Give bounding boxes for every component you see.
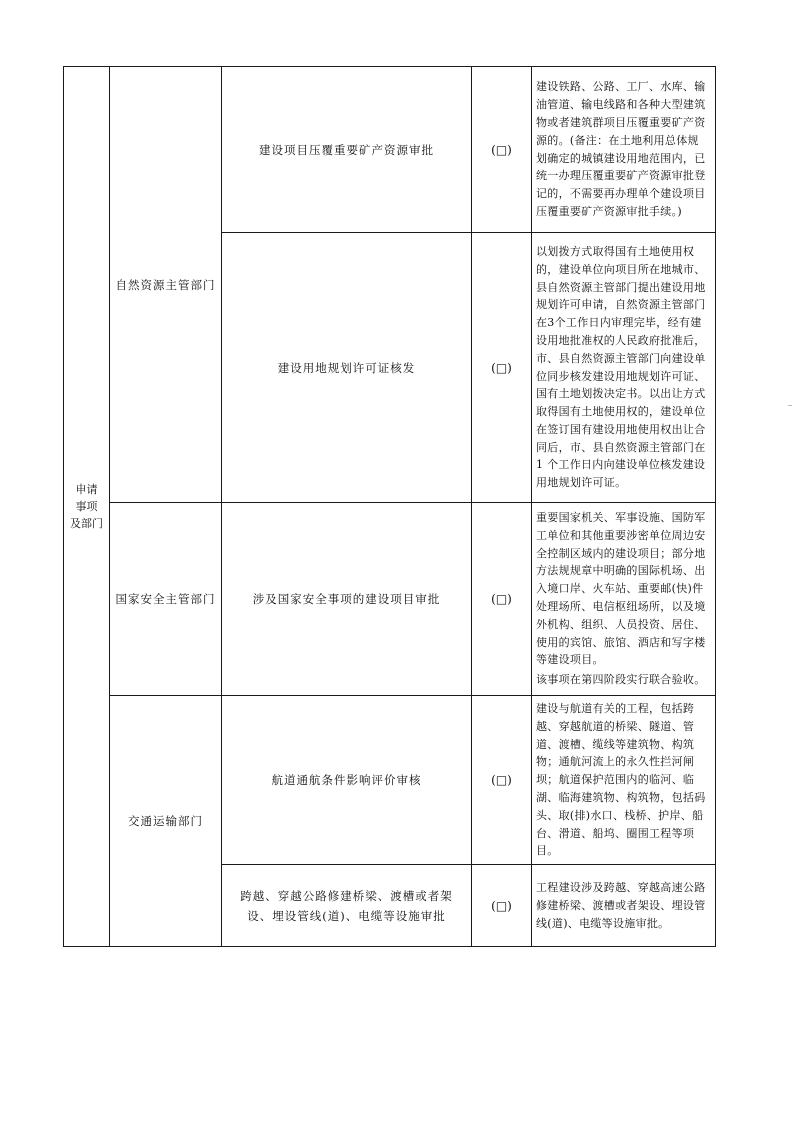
- checkbox-mark[interactable]: (□): [472, 67, 532, 233]
- item-name-cell: [222, 696, 472, 865]
- description-text: 重要国家机关、军事设施、国防军工单位和其他重要涉密单位周边安全控制区域内的建设项目；部分地方法规规章中明确的国际机场、出入境口岸、火车站、重要邮(快)件处理场所、电信枢纽场所，以及境外机构、组织、人员投资、居住、使用的宾馆、旅馆、酒店和写字楼等建设项目。: [536, 511, 706, 667]
- description-text: 建设与航道有关的工程，包括跨越、穿越航道的桥梁、隧道、管道、渡槽、缆线等建筑物、构筑物；通航河流上的永久性拦河闸坝；航道保护范围内的临河、临湖、临海建筑物、构筑物，包括码头、取(排)水口、栈桥、护岸、船台、滑道、船坞、圈围工程等项目。: [536, 702, 706, 858]
- item-description: [532, 233, 716, 503]
- item-description: [532, 503, 716, 696]
- application-items-table: [63, 66, 716, 947]
- item-description: [532, 865, 716, 947]
- item-name-cell: [222, 67, 472, 233]
- item-name-cell: [222, 865, 472, 947]
- department-cell: 国家安全主管部门: [110, 503, 222, 696]
- item-name: 建设用地规划许可证核发: [277, 360, 416, 375]
- category-cell: [64, 67, 110, 947]
- description-note: 该事项在第四阶段实行联合验收。: [536, 673, 706, 687]
- description-text: 以划拨方式取得国有土地使用权的，建设单位向项目所在地城市、县自然资源主管部门提出建设用地规划许可申请，自然资源主管部门在3个工作日内审理完毕，经有建设用地批准权的人民政府批准后，市、县自然资源主管部门向建设单位同步核发建设用地规划许可证、国有土地划拨决定书。以出让方式取得国有土地使用权的，建设单位在签订国有建设用地使用权出让合同后，市、县自然资源主管部门在 1 个工作日内向建设单位核发建设用地规划许可证。: [536, 244, 706, 490]
- category-line: 及部门: [70, 517, 103, 531]
- table-row: [64, 696, 716, 865]
- item-name-cell: [222, 233, 472, 503]
- checkbox-mark[interactable]: (□): [472, 696, 532, 865]
- table-row: [64, 67, 716, 233]
- item-name-cell: [222, 503, 472, 696]
- checkbox-mark[interactable]: (□): [472, 233, 532, 503]
- description-text: 工程建设涉及跨越、穿越高速公路修建桥梁、渡槽或者架设、埋设管线(道)、电缆等设施审批。: [536, 880, 706, 930]
- checkbox-mark[interactable]: (□): [472, 503, 532, 696]
- department-cell: 交通运输部门: [110, 696, 222, 947]
- item-name: 建设项目压覆重要矿产资源审批: [259, 142, 434, 157]
- category-line: 事项: [75, 500, 98, 514]
- item-name: 航道通航条件影响评价审核: [271, 773, 422, 788]
- item-name: 涉及国家安全事项的建设项目审批: [252, 592, 441, 606]
- description-text: 建设铁路、公路、工厂、水库、输油管道、输电线路和各种大型建筑物或者建筑群项目压覆重要矿产资源的。(备注：在土地利用总体规划确定的城镇建设用地范围内，已统一办理压覆重要矿产资源审批登记的，不需要再办理单个建设项目压覆重要矿产资源审批手续。): [536, 80, 706, 218]
- item-name: 跨越、穿越公路修建桥梁、渡槽或者架设、埋设管线(道)、电缆等设施审批: [240, 888, 453, 923]
- department-cell: 自然资源主管部门: [110, 67, 222, 503]
- table-row: [64, 503, 716, 696]
- scan-mark: [788, 405, 792, 406]
- item-description: [532, 67, 716, 233]
- item-description: [532, 696, 716, 865]
- checkbox-mark[interactable]: (□): [472, 865, 532, 947]
- category-line: 申请: [75, 483, 98, 497]
